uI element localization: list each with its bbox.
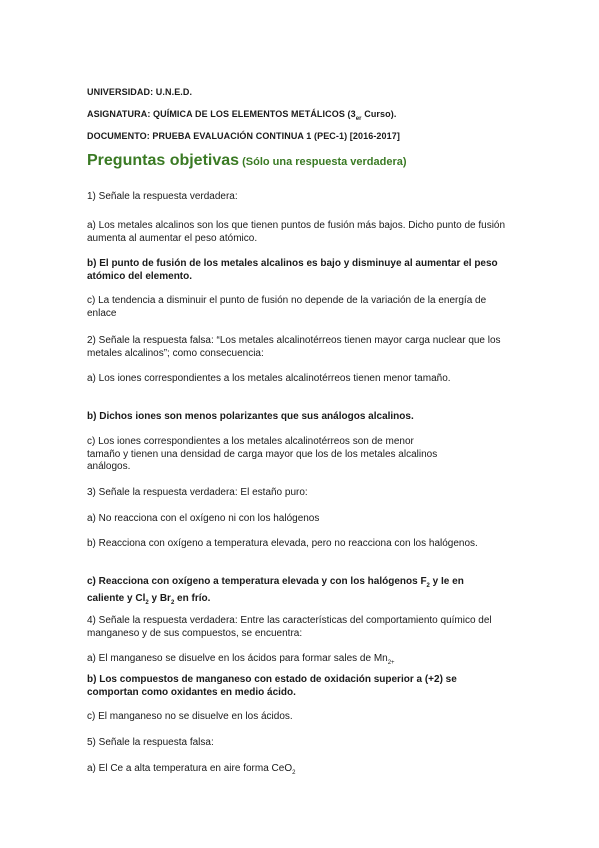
- q5a-text: a) El Ce a alta temperatura en aire forma CeO: [87, 763, 293, 774]
- q3c-sub-3: 2: [170, 599, 175, 606]
- question-4-option-c: c) El manganeso no se disuelve en los ácidos.: [87, 711, 293, 722]
- question-3-prompt: 3) Señale la respuesta verdadera: El estaño puro:: [87, 487, 308, 498]
- university-line: UNIVERSIDAD: U.N.E.D.: [87, 87, 193, 97]
- question-5-option-a: [87, 763, 517, 780]
- q3c-sub-1: 2: [426, 583, 430, 589]
- question-1-option-a: a) Los metales alcalinos son los que tienen puntos de fusión más bajos. Dicho punto de fusión aumenta al aumentar el peso atómico.: [87, 220, 506, 244]
- question-1-option-c: c) La tendencia a disminuir el punto de fusión no depende de la variación de la energía de enlace: [87, 295, 487, 319]
- question-2-prompt: 2) Señale la respuesta falsa: “Los metales alcalinotérreos tienen mayor carga nuclear que los metales alcalinos”; como consecuencia:: [87, 335, 501, 359]
- question-2-option-a: a) Los iones correspondientes a los metales alcalinotérreos tienen menor tamaño.: [87, 373, 451, 384]
- q3c-sub-2: 2: [145, 599, 149, 606]
- question-2-option-c: c) Los iones correspondientes a los metales alcalinotérreos son de menor tamaño y tienen una densidad de carga mayor que los de los metales alcalinos análogos.: [87, 436, 438, 472]
- section-title-main: Preguntas objetivas: [87, 152, 240, 169]
- question-2-option-b: b) Dichos iones son menos polarizantes que sus análogos alcalinos.: [87, 411, 414, 422]
- document-line: DOCUMENTO: PRUEBA EVALUACIÓN CONTINUA 1 (PEC-1) [2016-2017]: [87, 131, 400, 141]
- question-4-prompt: 4) Señale la respuesta verdadera: Entre las características del comportamiento químico del manganeso y de sus compuestos, se encuentra:: [87, 615, 492, 639]
- q4a-text: a) El manganeso se disuelve en los ácidos para formar sales de Mn: [87, 653, 388, 664]
- question-1-option-b: b) El punto de fusión de los metales alcalinos es bajo y disminuye al aumentar el peso atómico del elemento.: [87, 258, 498, 282]
- subject-suffix: Curso).: [361, 109, 397, 119]
- question-1-prompt: 1) Señale la respuesta verdadera:: [87, 191, 238, 202]
- q3c-text-1: c) Reacciona con oxígeno a temperatura elevada y con los halógenos F: [87, 576, 427, 587]
- q3c-text-3: y Br: [148, 592, 171, 604]
- section-title: [87, 152, 407, 170]
- q3c-text-4: en frío.: [174, 592, 211, 604]
- q3c-text-2: y Ie en caliente y Cl: [87, 576, 464, 604]
- q4a-sub: 2+: [387, 660, 395, 666]
- question-5-prompt: 5) Señale la respuesta falsa:: [87, 737, 214, 748]
- question-4-option-b: b) Los compuestos de manganeso con estado de oxidación superior a (+2) se comportan como oxidantes en medio ácido.: [87, 674, 457, 698]
- section-title-sub: (Sólo una respuesta verdadera): [239, 156, 407, 168]
- question-3-option-c: [87, 576, 482, 609]
- question-3-option-b: b) Reacciona con oxígeno a temperatura elevada, pero no reacciona con los halógenos.: [87, 538, 478, 549]
- subject-superscript: er: [355, 115, 362, 122]
- q5a-sub: 2: [292, 770, 296, 776]
- question-4-option-a: [87, 653, 517, 670]
- question-3-option-a: a) No reacciona con el oxígeno ni con los halógenos: [87, 513, 320, 524]
- subject-line: [87, 109, 396, 122]
- subject-prefix: ASIGNATURA: QUÍMICA DE LOS ELEMENTOS METÁLICOS (3: [87, 109, 356, 119]
